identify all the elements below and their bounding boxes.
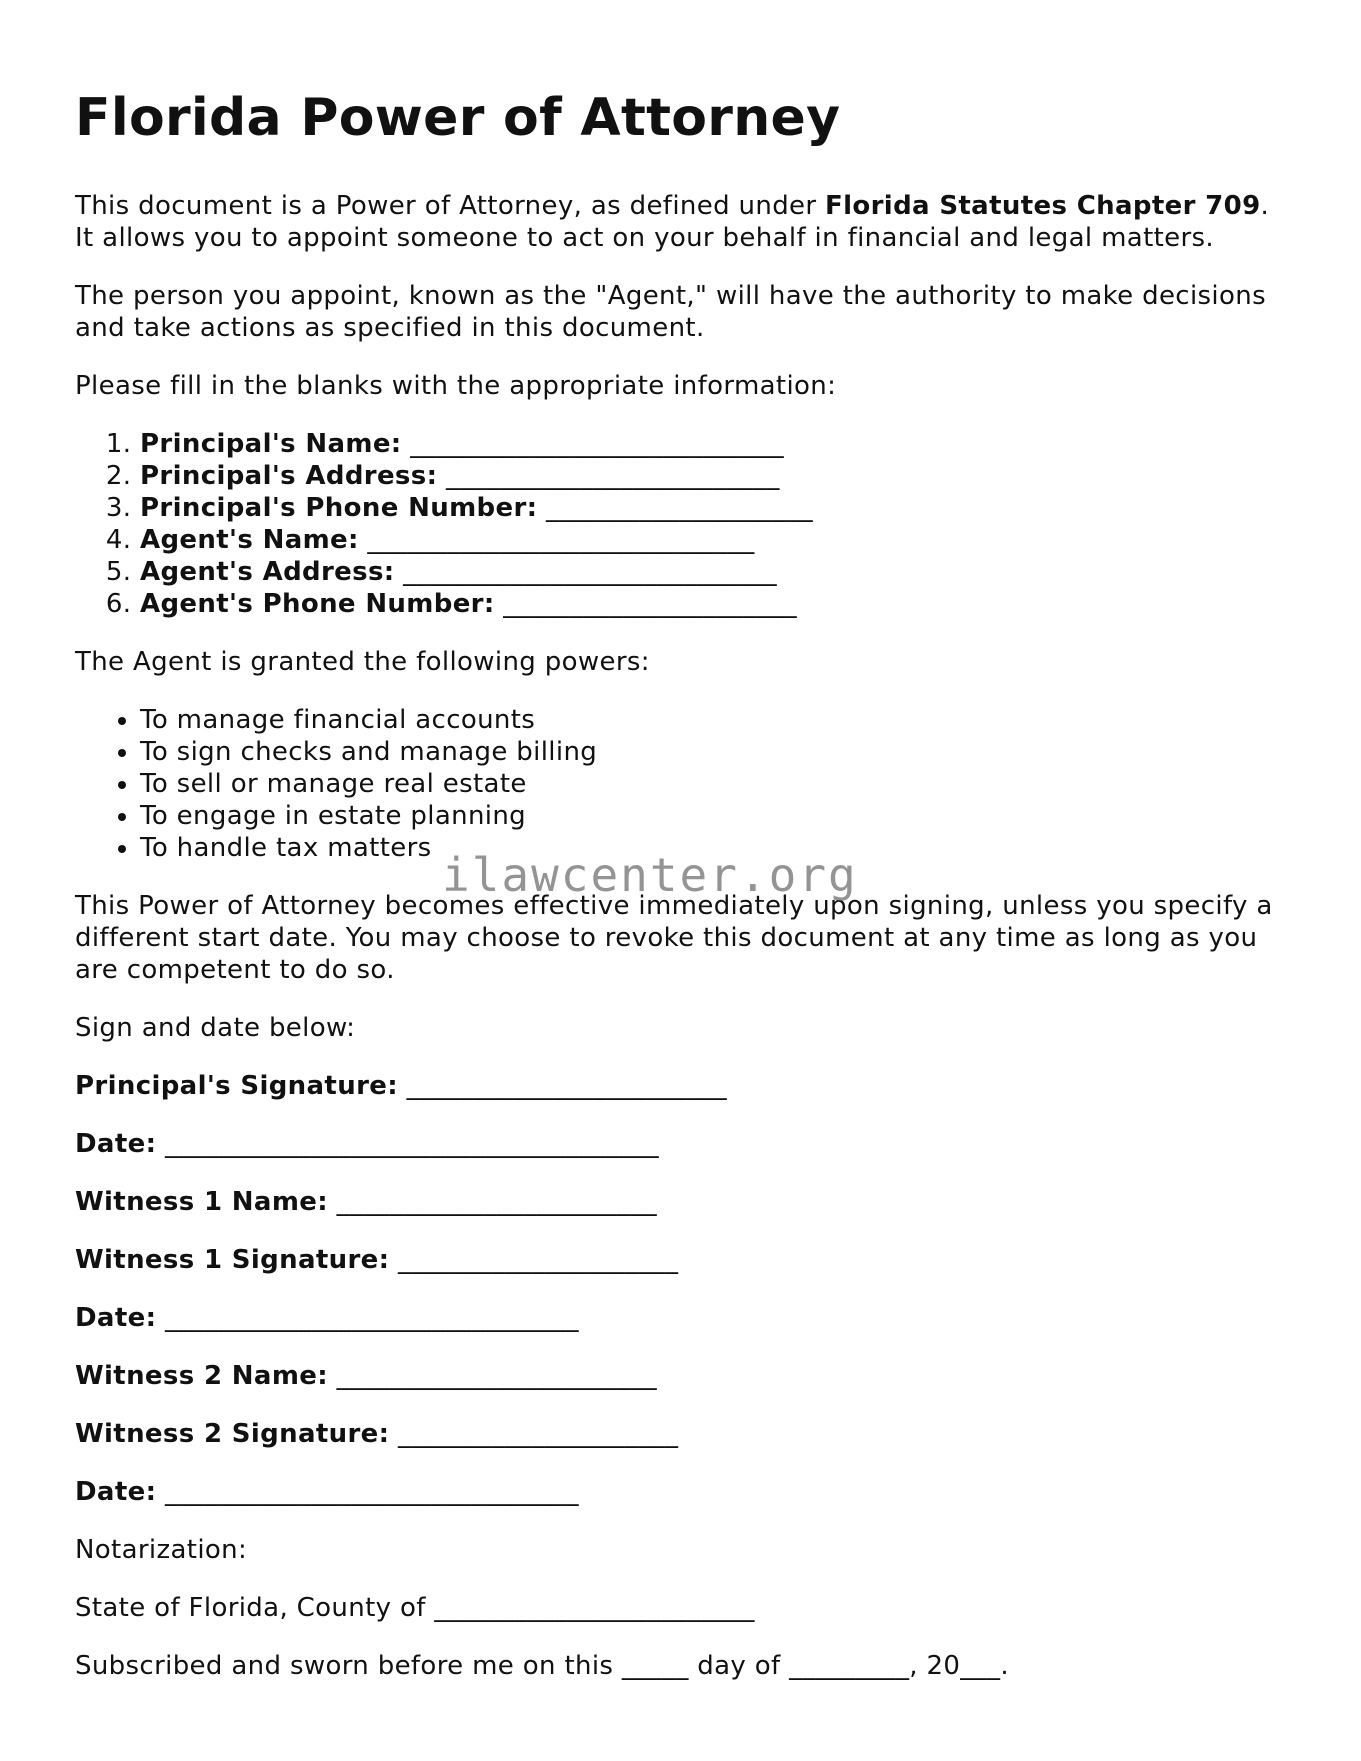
signature-date (75, 1128, 1290, 1160)
watermark: ilawcenter.org (442, 848, 858, 902)
field-label: Agent's Name: (140, 525, 359, 555)
agent-paragraph: The person you appoint, known as the "Agent," will have the authority to make decisions and take actions as specified in this document. (75, 281, 1266, 343)
signature-line[interactable]: _____________________ (398, 1419, 679, 1449)
witness-1-signature (75, 1244, 1290, 1276)
power-item: • To handle tax matters (140, 832, 1290, 864)
signature-label: Witness 2 Name: (75, 1361, 328, 1391)
blank-line[interactable]: ____________________ (546, 493, 814, 523)
fields-list (75, 428, 1290, 620)
blank-line[interactable]: ____________________________ (403, 557, 777, 587)
fill-instruction: Please fill in the blanks with the appropriate information: (75, 371, 837, 401)
signature-label: Witness 1 Name: (75, 1187, 328, 1217)
sign-instruction: Sign and date below: (75, 1013, 356, 1043)
field-agent-name (140, 524, 1290, 556)
signature-label: Date: (75, 1303, 157, 1333)
signature-line[interactable]: ________________________ (336, 1361, 658, 1391)
field-label: Agent's Phone Number: (140, 589, 495, 619)
signature-label: Principal's Signature: (75, 1071, 398, 1101)
document (75, 88, 1290, 1708)
document-title: Florida Power of Attorney (75, 88, 841, 148)
field-label: Principal's Name: (140, 429, 402, 459)
signature-line[interactable]: ________________________ (406, 1071, 728, 1101)
field-principal-name (140, 428, 1290, 460)
powers-intro: The Agent is granted the following powers: (75, 647, 650, 677)
signature-label: Witness 1 Signature: (75, 1245, 390, 1275)
witness-2-name (75, 1360, 1290, 1392)
field-principal-address (140, 460, 1290, 492)
blank-line[interactable]: _________________________ (445, 461, 780, 491)
field-agent-phone (140, 588, 1290, 620)
signature-principal (75, 1070, 1290, 1102)
signature-line[interactable]: ________________________ (336, 1187, 658, 1217)
powers-list (75, 704, 1290, 864)
intro-paragraph (75, 190, 1290, 254)
blank-line[interactable]: _____________________________ (367, 525, 755, 555)
signature-line[interactable]: _____________________________________ (164, 1129, 659, 1159)
witness-1-name (75, 1186, 1290, 1218)
signature-line[interactable]: _____________________ (398, 1245, 679, 1275)
power-item: • To engage in estate planning (140, 800, 1290, 832)
notarization-sworn: Subscribed and sworn before me on this _____ day of _________, 20___. (75, 1651, 1009, 1681)
field-label: Principal's Address: (140, 461, 438, 491)
witness-2-date (75, 1476, 1290, 1508)
signature-label: Date: (75, 1477, 157, 1507)
field-label: Agent's Address: (140, 557, 395, 587)
power-item: • To sign checks and manage billing (140, 736, 1290, 768)
effective-paragraph: This Power of Attorney becomes effective immediately upon signing, unless you specify a different start date. You may choose to revoke this document at any time as long as you are competent to do so. (75, 891, 1273, 985)
blank-line[interactable]: ____________________________ (410, 429, 784, 459)
field-agent-address (140, 556, 1290, 588)
notarization-county: State of Florida, County of ________________________ (75, 1593, 755, 1623)
signature-line[interactable]: _______________________________ (164, 1303, 579, 1333)
field-principal-phone (140, 492, 1290, 524)
power-item: • To sell or manage real estate (140, 768, 1290, 800)
statute-reference: Florida Statutes Chapter 709 (825, 191, 1261, 221)
intro-after: . It allows you to appoint someone to act on your behalf in financial and legal matters. (75, 191, 1270, 253)
signature-label: Witness 2 Signature: (75, 1419, 390, 1449)
signature-label: Date: (75, 1129, 157, 1159)
signature-line[interactable]: _______________________________ (164, 1477, 579, 1507)
blank-line[interactable]: ______________________ (503, 589, 797, 619)
intro-before: This document is a Power of Attorney, as defined under (75, 191, 826, 221)
witness-2-signature (75, 1418, 1290, 1450)
power-item: • To manage financial accounts (140, 704, 1290, 736)
witness-1-date (75, 1302, 1290, 1334)
notarization-heading: Notarization: (75, 1535, 248, 1565)
field-label: Principal's Phone Number: (140, 493, 538, 523)
